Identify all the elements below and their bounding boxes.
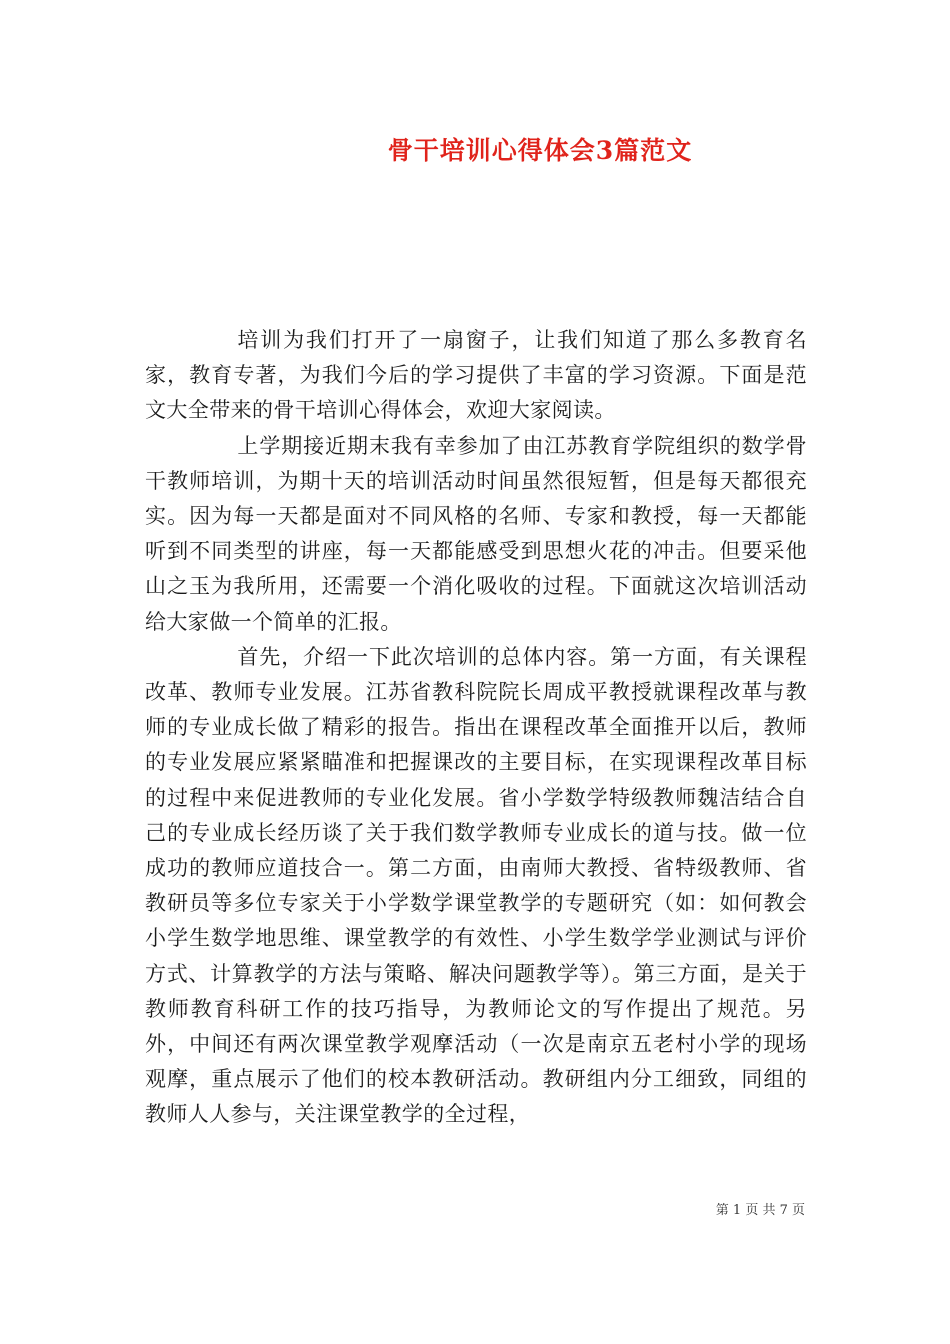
page-number-footer: 第 1 页 共 7 页 xyxy=(715,1203,805,1218)
paragraph-content-summary: 首先，介绍一下此次培训的总体内容。第一方面，有关课程改革、教师专业发展。江苏省教科院院长周成平教授就课程改革与教师的专业成长做了精彩的报告。指出在课程改革全面推开以后，教师的专业发展应紧紧瞄准和把握课改的主要目标，在实现课程改革目标的过程中来促进教师的专业化发展。省小学数学特级教师魏洁结合自己的专业成长经历谈了关于我们数学教师专业成长的道与技。做一位成功的教师应道技合一。第二方面，由南师大教授、省特级教师、省教研员等多位专家关于小学数学课堂教学的专题研究（如：如何教会小学生数学地思维、课堂教学的有效性、小学生数学学业测试与评价方式、计算教学的方法与策略、解决问题教学等）。第三方面，是关于教师教育科研工作的技巧指导，为教师论文的写作提出了规范。另外，中间还有两次课堂教学观摩活动（一次是南京五老村小学的现场观摩，重点展示了他们的校本教研活动。教研组内分工细致，同组的教师人人参与，关注课堂教学的全过程， xyxy=(145,644,807,1127)
paragraph-background: 上学期接近期末我有幸参加了由江苏教育学院组织的数学骨干教师培训，为期十天的培训活动时间虽然很短暂，但是每天都很充实。因为每一天都是面对不同风格的名师、专家和教授，每一天都能听到不同类型的讲座，每一天都能感受到思想火花的冲击。但要采他山之玉为我所用，还需要一个消化吸收的过程。下面就这次培训活动给大家做一个简单的汇报。 xyxy=(145,433,807,634)
page-title: 骨干培训心得体会3篇范文 xyxy=(387,136,693,165)
paragraph-intro: 培训为我们打开了一扇窗子，让我们知道了那么多教育名家，教育专著，为我们今后的学习提供了丰富的学习资源。下面是范文大全带来的骨干培训心得体会，欢迎大家阅读。 xyxy=(145,328,807,423)
document-body xyxy=(145,323,807,1133)
